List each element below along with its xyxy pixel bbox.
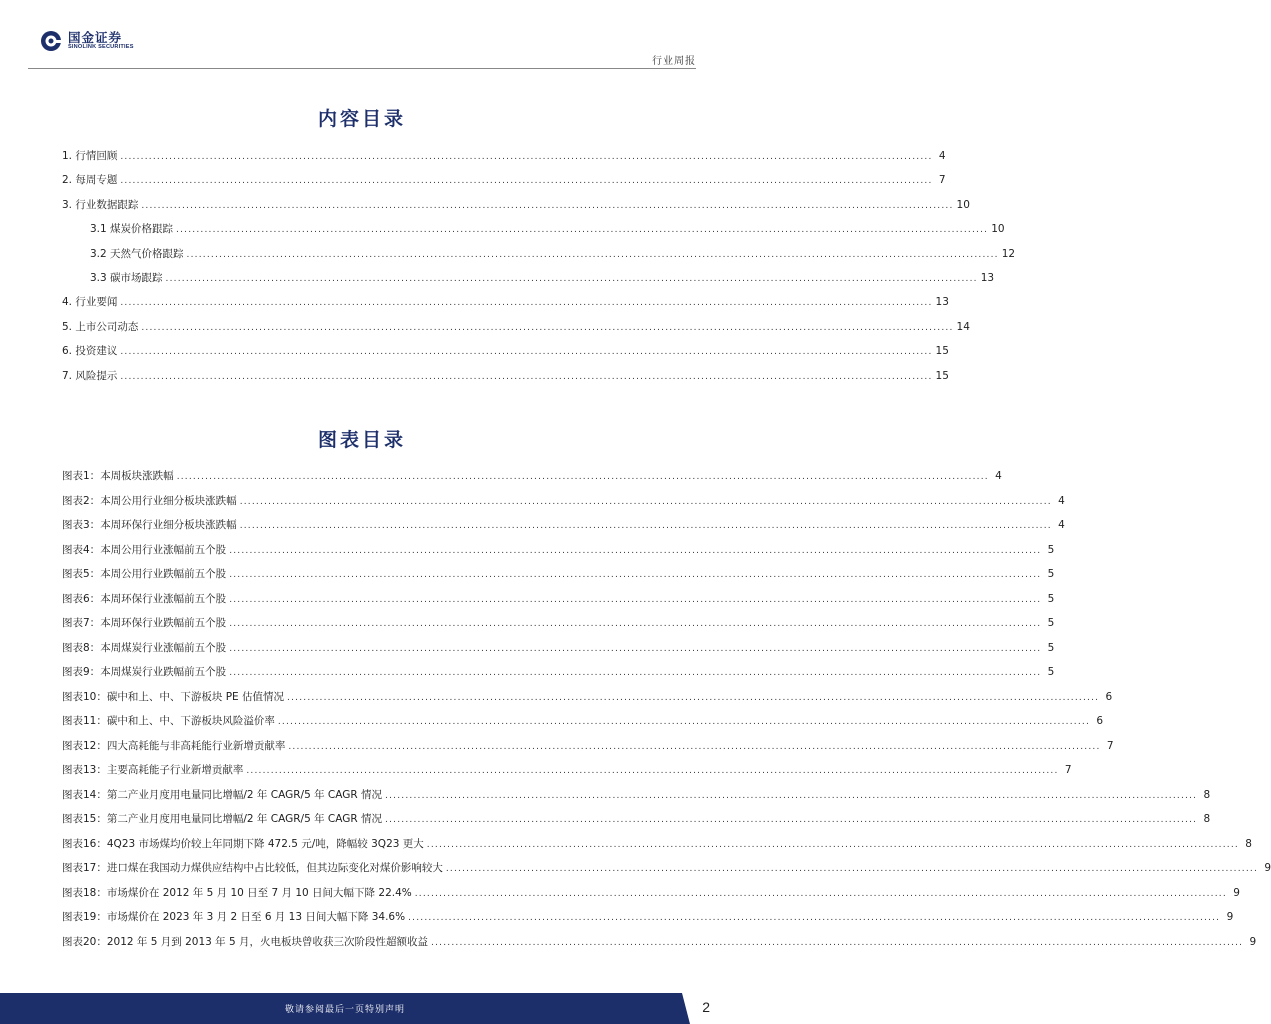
figure-entry-page: 5	[1047, 617, 1055, 629]
figure-entry-page: 7	[1106, 739, 1114, 752]
figure-entry-number: 图表2：	[62, 494, 101, 507]
figure-entry-number: 图表14：	[62, 788, 107, 801]
toc-entry-page: 12	[1001, 247, 1016, 260]
leader-dots: ........................................................................................................................................................................................................	[288, 741, 1101, 752]
toc-entry-label: 5. 上市公司动态	[62, 320, 139, 333]
leader-dots: ........................................................................................................................................................................................................	[426, 839, 1239, 850]
figure-entry-label: 第二产业月度用电量同比增幅/2 年 CAGR/5 年 CAGR 情况	[106, 788, 383, 801]
toc-entry[interactable]	[62, 197, 970, 213]
leader-dots: ........................................................................................................................................................................................................	[120, 176, 933, 187]
figure-entry-number: 图表15：	[62, 813, 107, 825]
figure-entry[interactable]	[62, 811, 1211, 827]
leader-dots: ........................................................................................................................................................................................................	[120, 371, 933, 382]
leader-dots: ........................................................................................................................................................................................................	[120, 152, 933, 162]
figure-entry-label: 4Q23 市场煤均价较上年同期下降 472.5 元/吨，降幅较 3Q23 更大	[106, 837, 424, 850]
figure-entry-number: 图表17：	[62, 862, 107, 874]
toc-entry[interactable]	[90, 221, 1005, 237]
figure-entry-label: 碳中和上、中、下游板块风险溢价率	[106, 715, 275, 727]
toc-entry-label: 1. 行情回顾	[62, 150, 118, 162]
figure-entry-page: 8	[1203, 813, 1211, 825]
leader-dots: ........................................................................................................................................................................................................	[229, 668, 1042, 678]
toc-entry-page: 14	[956, 320, 970, 333]
toc-entry-label: 3. 行业数据跟踪	[62, 198, 139, 211]
leader-dots: ........................................................................................................................................................................................................	[287, 692, 1100, 703]
figure-entry[interactable]	[62, 934, 1257, 950]
figure-entry[interactable]	[62, 664, 1055, 680]
figure-entry-page: 4	[1058, 519, 1065, 531]
figure-entry-page: 9	[1233, 886, 1240, 899]
toc-entry[interactable]	[90, 246, 1016, 262]
figure-entry-label: 第二产业月度用电量同比增幅/2 年 CAGR/5 年 CAGR 情况	[106, 813, 383, 825]
footer-disclaimer: 敬请参阅最后一页特别声明	[284, 1005, 405, 1015]
figure-entry-number: 图表3：	[62, 519, 101, 531]
figure-entry-number: 图表20：	[62, 935, 107, 948]
figure-entry-page: 5	[1047, 592, 1055, 605]
leader-dots: ........................................................................................................................................................................................................	[120, 347, 933, 358]
figure-list-title: 图表目录	[317, 429, 406, 451]
figure-entry-number: 图表11：	[62, 715, 107, 727]
toc-entry-label: 3.3 碳市场跟踪	[90, 272, 163, 284]
leader-dots: ........................................................................................................................................................................................................	[229, 619, 1042, 629]
figure-entry-number: 图表18：	[62, 886, 107, 899]
logo-text-en: SINOLINK SECURITIES	[68, 44, 134, 50]
leader-dots: ........................................................................................................................................................................................................	[246, 766, 1059, 776]
figure-entry-page: 8	[1203, 788, 1211, 801]
leader-dots: ........................................................................................................................................................................................................	[120, 298, 933, 309]
leader-dots: ........................................................................................................................................................................................................	[445, 864, 1259, 874]
toc-entry[interactable]	[62, 319, 970, 335]
figure-entry-page: 5	[1047, 568, 1055, 580]
toc-entry-page: 13	[935, 296, 949, 309]
figure-entry-label: 市场煤价在 2023 年 3 月 2 日至 6 月 13 日间大幅下降 34.6%	[106, 911, 406, 923]
figure-entry[interactable]	[62, 615, 1055, 631]
figure-entry[interactable]	[62, 493, 1065, 509]
figure-entry-number: 图表12：	[62, 739, 107, 752]
leader-dots: ........................................................................................................................................................................................................	[176, 472, 989, 482]
figure-entry-number: 图表1：	[62, 470, 101, 482]
leader-dots: ........................................................................................................................................................................................................	[165, 274, 978, 284]
leader-dots: ........................................................................................................................................................................................................	[414, 888, 1227, 899]
figure-entry-label: 市场煤价在 2012 年 5 月 10 日至 7 月 10 日间大幅下降 22.4%	[106, 886, 412, 899]
company-logo	[40, 28, 180, 56]
figure-entry[interactable]	[62, 591, 1055, 607]
figure-entry[interactable]	[62, 909, 1234, 925]
toc-entry-label: 3.1 煤炭价格跟踪	[90, 223, 174, 236]
header-divider	[28, 68, 696, 69]
leader-dots: ........................................................................................................................................................................................................	[229, 643, 1042, 654]
leader-dots: ........................................................................................................................................................................................................	[141, 322, 954, 333]
figure-entry-label: 进口煤在我国动力煤供应结构中占比较低，但其边际变化对煤价影响较大	[106, 862, 443, 874]
toc-entry-page: 10	[991, 223, 1005, 236]
toc-entry[interactable]	[62, 148, 946, 164]
toc-entry-page: 13	[980, 272, 995, 284]
toc-entry-page: 15	[935, 345, 949, 358]
leader-dots: ........................................................................................................................................................................................................	[277, 717, 1091, 727]
figure-entry-label: 2012 年 5 月到 2013 年 5 月，火电板块曾收获三次阶段性超额收益	[106, 935, 429, 948]
leader-dots: ........................................................................................................................................................................................................	[186, 249, 999, 260]
figure-entry-page: 8	[1245, 837, 1252, 850]
figure-entry-page: 6	[1105, 690, 1113, 703]
page-number: 2	[702, 999, 710, 1015]
figure-entry-number: 图表6：	[62, 592, 101, 605]
toc-entry-page: 15	[935, 369, 949, 382]
figure-entry-page: 4	[1058, 494, 1065, 507]
toc-entry-label: 6. 投资建议	[62, 345, 118, 358]
figure-entry[interactable]	[62, 836, 1252, 852]
figure-entry-label: 本周公用行业跌幅前五个股	[100, 568, 227, 580]
figure-entry[interactable]	[62, 689, 1113, 705]
leader-dots: ........................................................................................................................................................................................................	[176, 225, 989, 236]
toc-entry-label: 7. 风险提示	[62, 369, 118, 382]
report-type-label: 行业周报	[652, 56, 696, 67]
figure-entry-number: 图表10：	[62, 690, 107, 703]
figure-entry-number: 图表8：	[62, 641, 101, 654]
figure-entry-label: 碳中和上、中、下游板块 PE 估值情况	[106, 690, 285, 703]
figure-entry-page: 5	[1047, 666, 1055, 678]
toc-entry-label: 3.2 天然气价格跟踪	[90, 247, 184, 260]
figure-entry[interactable]	[62, 762, 1072, 778]
figure-entry-label: 本周煤炭行业涨幅前五个股	[100, 641, 227, 654]
toc-entry[interactable]	[90, 270, 995, 286]
figure-entry-page: 5	[1047, 543, 1055, 556]
figure-entry-label: 本周环保行业细分板块涨跌幅	[100, 519, 237, 531]
figure-entry-page: 4	[995, 470, 1002, 482]
figure-entry-page: 9	[1264, 862, 1271, 874]
figure-entry-number: 图表13：	[62, 764, 107, 776]
figure-entry-label: 本周环保行业涨幅前五个股	[100, 592, 227, 605]
figure-entry-label: 本周板块涨跌幅	[100, 470, 174, 482]
figure-entry-number: 图表9：	[62, 666, 101, 678]
figure-entry-label: 四大高耗能与非高耗能行业新增贡献率	[106, 739, 286, 752]
figure-entry-label: 本周煤炭行业跌幅前五个股	[100, 666, 227, 678]
figure-entry-label: 本周公用行业细分板块涨跌幅	[100, 494, 237, 507]
figure-entry-number: 图表7：	[62, 617, 101, 629]
figure-entry-page: 9	[1249, 935, 1257, 948]
figure-entry-number: 图表4：	[62, 543, 101, 556]
figure-entry-label: 本周环保行业跌幅前五个股	[100, 617, 227, 629]
figure-entry-label: 本周公用行业涨幅前五个股	[100, 543, 227, 556]
figure-entry-page: 5	[1047, 641, 1055, 654]
leader-dots: ........................................................................................................................................................................................................	[408, 913, 1221, 923]
figure-entry-label: 主要高耗能子行业新增贡献率	[106, 764, 244, 776]
toc-entry-page: 10	[956, 198, 970, 211]
figure-entry[interactable]	[62, 640, 1055, 656]
figure-entry-number: 图表5：	[62, 568, 101, 580]
leader-dots: ........................................................................................................................................................................................................	[239, 496, 1052, 507]
toc-entry-label: 4. 行业要闻	[62, 296, 118, 309]
toc-entry[interactable]	[62, 294, 949, 310]
toc-entry[interactable]	[62, 172, 946, 188]
leader-dots: ........................................................................................................................................................................................................	[431, 937, 1244, 948]
toc-entry[interactable]	[62, 343, 949, 359]
figure-entry[interactable]	[62, 787, 1211, 803]
figure-entry[interactable]	[62, 885, 1240, 901]
logo-text-cn: 国金证券	[68, 30, 123, 45]
toc-title: 内容目录	[317, 108, 406, 130]
figure-entry[interactable]	[62, 713, 1104, 729]
figure-entry[interactable]	[62, 860, 1271, 876]
figure-entry-number: 图表19：	[62, 911, 107, 923]
figure-entry[interactable]	[62, 738, 1114, 754]
leader-dots: ........................................................................................................................................................................................................	[239, 521, 1052, 531]
toc-entry-page: 7	[938, 174, 946, 187]
figure-entry-number: 图表16：	[62, 837, 107, 850]
toc-entry-label: 2. 每周专题	[62, 174, 118, 187]
page-header	[0, 0, 724, 70]
leader-dots: ........................................................................................................................................................................................................	[385, 815, 1198, 825]
toc-entry-page: 4	[938, 150, 946, 162]
figure-entry[interactable]	[62, 517, 1065, 533]
figure-entry[interactable]	[62, 468, 1002, 484]
leader-dots: ........................................................................................................................................................................................................	[229, 594, 1042, 605]
figure-entry-page: 7	[1064, 764, 1072, 776]
figure-entry[interactable]	[62, 566, 1055, 582]
leader-dots: ........................................................................................................................................................................................................	[141, 200, 954, 211]
leader-dots: ........................................................................................................................................................................................................	[229, 545, 1042, 556]
logo-icon	[40, 30, 62, 52]
leader-dots: ........................................................................................................................................................................................................	[385, 790, 1198, 801]
figure-entry[interactable]	[62, 542, 1055, 558]
leader-dots: ........................................................................................................................................................................................................	[229, 570, 1042, 580]
figure-entry-page: 9	[1226, 911, 1234, 923]
figure-entry-page: 6	[1096, 715, 1104, 727]
toc-entry[interactable]	[62, 368, 949, 384]
